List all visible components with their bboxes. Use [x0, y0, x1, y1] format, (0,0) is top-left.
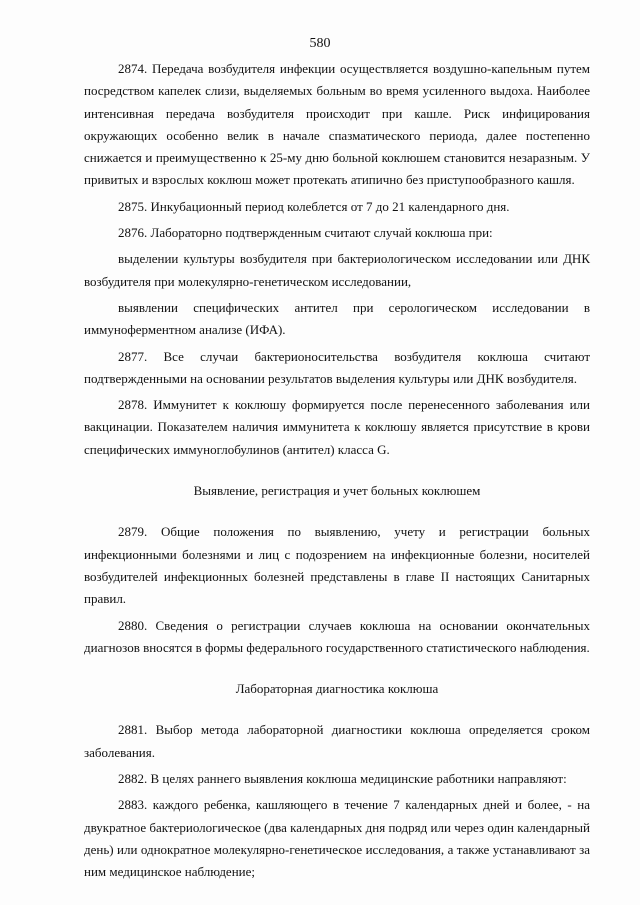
paragraph-2874: 2874. Передача возбудителя инфекции осуществляется воздушно-капельным путем посредством капелек слизи, выделяемых больным во время усиленного выдоха. Наиболее интенсивная передача возбудителя происходит при кашле. Риск инфицирования окружающих особенно велик в начале спазматического периода, далее постепенно снижается и преимущественно к 25-му дню больной коклюшем становится незаразным. У привитых и взрослых коклюш может протекать атипично без приступообразного кашля.: [84, 61, 590, 188]
paragraph-2878: 2878. Иммунитет к коклюшу формируется после перенесенного заболевания или вакцинации. Показателем наличия иммунитета к коклюшу является присутствие в крови специфических иммуноглобулинов (антител) класса G.: [84, 397, 590, 457]
document-body: [84, 58, 590, 884]
paragraph-2876-item-b: выявлении специфических антител при серологическом исследовании в иммуноферментном анализе (ИФА).: [84, 299, 590, 338]
paragraph-2875: 2875. Инкубационный период колеблется от 7 до 21 календарного дня.: [118, 198, 510, 214]
section-heading-lab-diagnostics: Лабораторная диагностика коклюша: [235, 681, 439, 697]
paragraph-2880: 2880. Сведения о регистрации случаев коклюша на основании окончательных диагнозов вносятся в формы федерального государственного статистического наблюдения.: [84, 617, 590, 655]
paragraph-2879: 2879. Общие положения по выявлению, учету и регистрации больных инфекционными болезнями и лиц с подозрением на инфекционные болезни, носителей возбудителей инфекционных болезней представлены в главе II настоящих Санитарных правил.: [84, 524, 590, 607]
paragraph-2881: 2881. Выбор метода лабораторной диагностики коклюша определяется сроком заболевания.: [84, 722, 590, 760]
paragraph-2877: 2877. Все случаи бактерионосительства возбудителя коклюша считают подтвержденными на основании результатов выделения культуры или ДНК возбудителя.: [84, 348, 590, 386]
paragraph-2876-item-a: выделении культуры возбудителя при бактериологическом исследовании или ДНК возбудителя при молекулярно-генетическом исследовании,: [84, 251, 590, 289]
paragraph-2883: 2883. каждого ребенка, кашляющего в течение 7 календарных дней и более, - на двукратное бактериологическое (два календарных дня подряд или через один календарный день) или однократное молекулярно-генетическое исследования, а также устанавливают за ним медицинское наблюдение;: [84, 797, 590, 880]
page-number: 580: [309, 36, 331, 51]
section-heading-registration: Выявление, регистрация и учет больных коклюшем: [193, 483, 481, 499]
paragraph-2876: 2876. Лабораторно подтвержденным считают случай коклюша при:: [118, 225, 493, 241]
paragraph-2882: 2882. В целях раннего выявления коклюша медицинские работники направляют:: [118, 771, 567, 787]
